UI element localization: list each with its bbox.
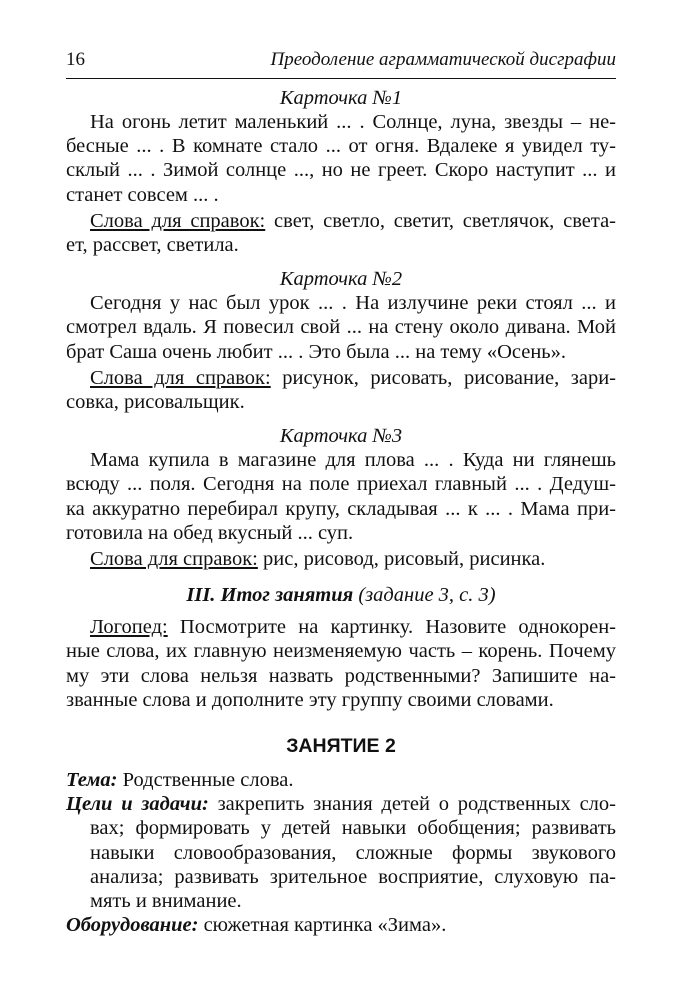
- lesson-2-title: ЗАНЯТИЕ 2: [286, 735, 396, 758]
- page-number: 16: [66, 49, 85, 70]
- goals-line: анализа; развивать зрительное восприятие, слуховую па-: [90, 865, 616, 888]
- reference-line: ет, рассвет, светила.: [66, 234, 239, 257]
- reference-label: Слова для справок:: [90, 366, 271, 389]
- text-line: смотрел вдаль. Я повесил свой ... на стену около дивана. Мой: [66, 316, 616, 339]
- text-line: ные слова, их главную неизменяемую часть – корень. Почему: [66, 640, 616, 663]
- reference-line: совка, рисовальщик.: [66, 391, 245, 414]
- goals-label: Цели и задачи:: [66, 793, 209, 816]
- text-line: бесные ... . В комнате стало ... от огня. Вдалеке я увидел ту-: [66, 135, 616, 158]
- speaker-text: Посмотрите на картинку. Назовите однокорен-: [167, 616, 616, 639]
- reference-words: рисунок, рисовать, рисование, зари-: [270, 366, 616, 389]
- card-3-reference: [66, 547, 616, 571]
- speaker-label: Логопед:: [90, 616, 168, 639]
- text-line: готовила на обед вкусный ... суп.: [66, 521, 354, 544]
- text-line: ка аккуратно перебирал крупу, складывая ... к ... . Мама при-: [66, 497, 616, 520]
- reference-label: Слова для справок:: [90, 209, 266, 232]
- page-content: [66, 84, 616, 937]
- reference-line: [66, 209, 616, 233]
- goals-line: мять и внимание.: [90, 890, 242, 913]
- running-title: Преодоление аграмматической дисграфии: [270, 49, 616, 70]
- reference-line: [66, 366, 616, 390]
- lesson-2-goals: [66, 792, 616, 913]
- section-3-text: [66, 615, 616, 712]
- equipment-value: сюжетная картинка «Зима».: [198, 914, 447, 937]
- card-1-reference: [66, 209, 616, 257]
- card-1-text: [66, 110, 616, 207]
- goals-line: навыки словообразования, сложные формы звукового: [90, 841, 616, 864]
- reference-words: свет, светло, светит, светлячок, света-: [265, 209, 616, 232]
- goals-line: [66, 792, 616, 816]
- page-header: [66, 42, 616, 79]
- section-3-title-rest: (задание 3, с. 3): [353, 584, 496, 607]
- card-2-reference: [66, 366, 616, 414]
- text-line: му эти слова нельзя назвать родственными? Запишите на-: [66, 664, 616, 687]
- card-3-title: Карточка №3: [279, 425, 403, 448]
- text-line: брат Саша очень любит ... . Это была ... на тему «Осень».: [66, 340, 567, 363]
- reference-words: рис, рисовод, рисовый, рисинка.: [257, 548, 546, 571]
- topic-label: Тема:: [66, 769, 118, 792]
- section-3-title: [66, 583, 616, 607]
- text-line: склый ... . Зимой солнце ..., но не греет. Скоро наступит ... и: [66, 159, 616, 182]
- topic-value: Родственные слова.: [117, 769, 294, 792]
- text-line: На огонь летит маленький ... . Солнце, луна, звезды – не-: [90, 111, 616, 133]
- text-line: Сегодня у нас был урок ... . На излучине реки стоял ... и: [90, 292, 616, 315]
- card-3-text: [66, 448, 616, 545]
- reference-line: [66, 547, 616, 571]
- section-3-title-bold: III. Итог занятия: [186, 584, 354, 607]
- lesson-2-equipment: [66, 913, 616, 937]
- equipment-label: Оборудование:: [66, 914, 199, 937]
- card-1-title: Карточка №1: [279, 87, 403, 109]
- text-line: всюду ... поля. Сегодня на поле приехал главный ... . Дедуш-: [66, 473, 616, 496]
- text-line: [66, 615, 616, 639]
- text-line: Мама купила в магазине для плова ... . Куда ни глянешь: [90, 449, 616, 472]
- goals-text: закрепить знания детей о родственных сло-: [208, 793, 616, 816]
- text-line: званные слова и дополните эту группу своими словами.: [66, 688, 554, 711]
- card-2-title: Карточка №2: [279, 268, 403, 291]
- text-line: станет совсем ... .: [66, 183, 219, 206]
- equipment-line: [66, 913, 616, 937]
- reference-label: Слова для справок:: [90, 548, 258, 571]
- card-2-text: [66, 291, 616, 364]
- topic-line: [66, 768, 616, 792]
- goals-line: вах; формировать у детей навыки обобщения; развивать: [90, 817, 616, 840]
- lesson-2-topic: [66, 768, 616, 792]
